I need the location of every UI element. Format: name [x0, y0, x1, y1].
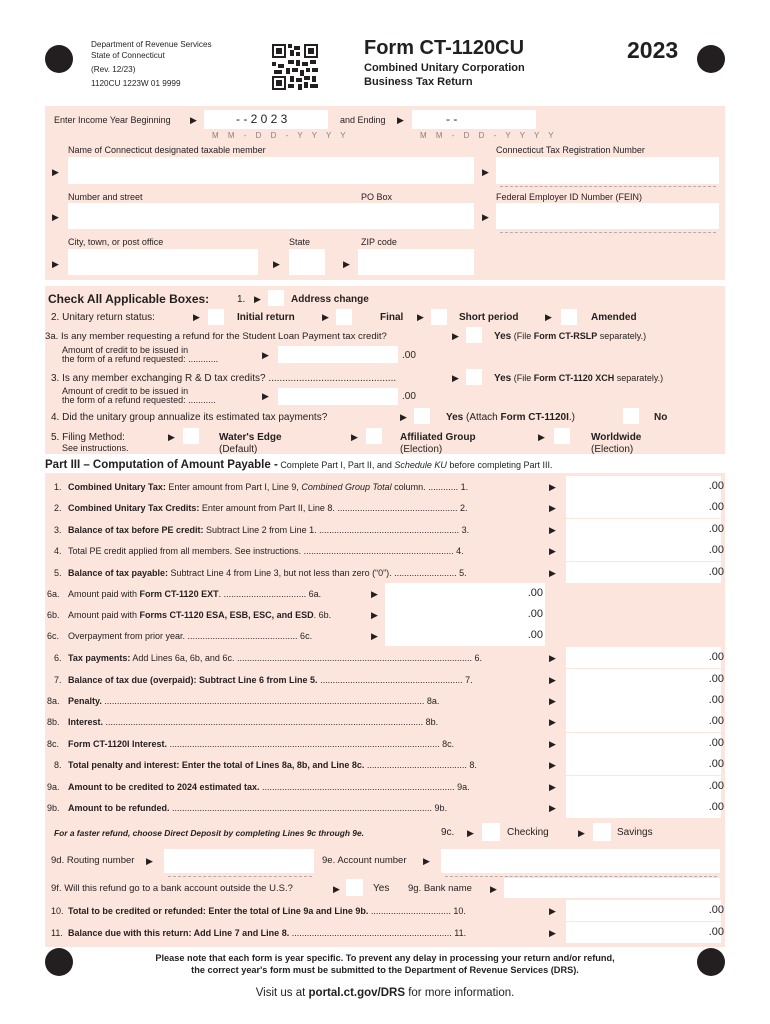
rd-credit-cents: .00: [402, 391, 416, 402]
line-label-bold: Combined Unitary Tax Credits:: [68, 503, 200, 513]
line-label-text: ................................ 10.: [368, 906, 466, 916]
line-cents: .00: [708, 673, 724, 685]
line-label-bold: Balance due with this return: Add Line 7 and Line 8.: [68, 928, 290, 938]
line-label-post: . ................................. 6a.: [218, 589, 322, 599]
waters-edge-label: Water's Edge: [219, 432, 282, 443]
fein-input[interactable]: [496, 203, 719, 229]
amended-checkbox[interactable]: [561, 309, 577, 325]
footer-visit-pre: Visit us at: [255, 987, 309, 999]
footer-note-1: Please note that each form is year specific. To prevent any delay in processing your return and/or refund,: [155, 953, 615, 963]
line-cents: .00: [708, 737, 724, 749]
line3-note-pre: (File: [513, 373, 534, 383]
checking-checkbox[interactable]: [482, 823, 500, 841]
footer-visit-post: for more information.: [405, 987, 515, 999]
arrow-icon: ▶: [52, 259, 59, 269]
line-cents: .00: [708, 501, 724, 513]
line-number: 1.: [54, 482, 62, 492]
line-cents: .00: [527, 629, 543, 641]
arrow-icon: ▶: [262, 350, 269, 360]
line-label-text: Subtract Line 4 from Line 3, but not less than zero (“0”). ......................... 5.: [168, 568, 467, 578]
worldwide-label: Worldwide: [591, 432, 642, 443]
line-label: [68, 610, 331, 620]
short-period-checkbox[interactable]: [431, 309, 447, 325]
part3-heading-title: Part III – Computation of Amount Payable -: [45, 459, 278, 471]
line5-sub: See instructions.: [62, 443, 129, 453]
foreign-account-yes-label: Yes: [373, 883, 390, 894]
footer-visit-link[interactable]: portal.ct.gov/DRS: [308, 987, 406, 999]
affiliated-group-label: Affiliated Group: [400, 432, 476, 443]
line-label: [68, 760, 477, 770]
line4-no: No: [654, 412, 668, 423]
line-label-text: Subtract Line 2 from Line 1. ........................................................ 3.: [203, 525, 470, 535]
line-cents: .00: [708, 904, 724, 916]
city-input[interactable]: [68, 249, 258, 275]
line-label: [68, 803, 447, 813]
arrow-icon: ▶: [482, 167, 489, 177]
registration-mark-top-right: [697, 45, 725, 73]
line5-label: 5. Filing Method:: [51, 432, 125, 443]
arrow-icon: ▶: [371, 589, 378, 599]
arrow-icon: ▶: [343, 259, 350, 269]
line3a-note-form: Form CT-RSLP: [533, 331, 598, 341]
line-label: [68, 482, 468, 492]
line-label-bold: Penalty.: [68, 696, 102, 706]
line-cents: .00: [708, 544, 724, 556]
slp-credit-cents: .00: [402, 350, 416, 361]
arrow-icon: ▶: [273, 259, 280, 269]
address-change-checkbox[interactable]: [268, 290, 284, 306]
line-label-text: Add Lines 6a, 6b, and 6c. .............................................................................................. 6.: [130, 653, 482, 663]
line-number: 5.: [54, 568, 62, 578]
line-cents: .00: [708, 715, 724, 727]
final-checkbox[interactable]: [336, 309, 352, 325]
arrow-icon: ▶: [549, 653, 556, 663]
bank-name-label: 9g. Bank name: [408, 883, 472, 894]
savings-label: Savings: [617, 827, 653, 838]
line-label-pre: Amount paid with: [68, 589, 140, 599]
line-cents: .00: [708, 694, 724, 706]
line-cents: .00: [708, 523, 724, 535]
arrow-icon: ▶: [578, 828, 585, 838]
line3-yes-text: [494, 373, 663, 384]
line-number: 9a.: [47, 782, 60, 792]
foreign-account-label: 9f. Will this refund go to a bank account outside the U.S.?: [51, 883, 293, 894]
line-label: [68, 631, 312, 641]
line-label-bold: Form CT-1120I Interest.: [68, 739, 168, 749]
arrow-icon: ▶: [262, 391, 269, 401]
line-number: 8b.: [47, 717, 60, 727]
header-rev: (Rev. 12/23): [91, 65, 136, 74]
amended-label: Amended: [591, 312, 637, 323]
arrow-icon: ▶: [490, 884, 497, 894]
line-cents: .00: [708, 566, 724, 578]
line-number: 3.: [54, 525, 62, 535]
routing-digit-guide: [168, 876, 312, 877]
line-label-bold: Tax payments:: [68, 653, 131, 663]
credit-amount-label-1: Amount of credit to be issued in: [62, 345, 189, 355]
line-label-bold: Balance of tax due (overpaid): Subtract Line 6 from Line 5.: [68, 675, 318, 685]
income-year-begin-label: Enter Income Year Beginning: [54, 115, 171, 125]
ct-reg-digit-guide: [500, 186, 716, 187]
line-label: [68, 739, 454, 749]
ct-reg-input[interactable]: [496, 157, 719, 184]
line-number: 6.: [54, 653, 62, 663]
arrow-icon: ▶: [146, 856, 153, 866]
rd-credit-amount-label-1: Amount of credit to be issued in: [62, 386, 189, 396]
line2-label: 2. Unitary return status:: [51, 312, 155, 323]
check-item1-num: 1.: [237, 294, 246, 305]
check-heading: Check All Applicable Boxes:: [48, 292, 210, 306]
line-number: 6c.: [47, 631, 60, 641]
line3-note-form: Form CT-1120 XCH: [533, 373, 615, 383]
line-label-text: Enter amount from Part II, Line 8. ................................................ 2.: [199, 503, 468, 513]
arrow-icon: ▶: [190, 115, 197, 125]
state-input[interactable]: [289, 249, 325, 275]
line-label-pre: Overpayment from prior year. ............................................ 6c.: [68, 631, 313, 641]
line-number: 2.: [54, 503, 62, 513]
line-number: 8.: [54, 760, 62, 770]
rd-credit-amount-label-2: the form of a refund requested: ...........: [62, 395, 216, 405]
line3-label: 3. Is any member exchanging R & D tax credits? ..............................................: [51, 373, 397, 384]
registration-mark-top-left: [45, 45, 73, 73]
income-year-end-input[interactable]: [412, 110, 536, 129]
line4-note-post: .): [568, 412, 575, 423]
part3-heading-note-post: before completing Part III.: [446, 460, 553, 470]
arrow-icon: ▶: [254, 294, 261, 304]
line-label-text: ............................................................................................................ 8c.: [167, 739, 455, 749]
name-input[interactable]: [68, 157, 474, 184]
line3a-note-post: separately.): [597, 331, 647, 341]
street-input[interactable]: [68, 203, 474, 229]
foreign-account-yes-checkbox[interactable]: [346, 879, 363, 896]
waters-edge-checkbox[interactable]: [183, 428, 199, 444]
initial-return-checkbox[interactable]: [208, 309, 224, 325]
worldwide-sub: (Election): [591, 444, 634, 455]
arrow-icon: ▶: [52, 212, 59, 222]
line4-yes-text: [446, 412, 575, 423]
arrow-icon: ▶: [549, 717, 556, 727]
line-label-text: ........................................ 8.: [364, 760, 477, 770]
form-subtitle-1: Combined Unitary Corporation: [364, 62, 525, 74]
line-label-text: ............................................................................................................................... 8b.: [103, 717, 439, 727]
arrow-icon: ▶: [545, 312, 552, 322]
line-label-text: ................................................................ 11.: [289, 928, 467, 938]
arrow-icon: ▶: [452, 331, 459, 341]
line-label-bold: Combined Unitary Tax:: [68, 482, 166, 492]
line4-label: 4. Did the unitary group annualize its estimated tax payments?: [51, 412, 328, 423]
line-label-bold: Balance of tax before PE credit:: [68, 525, 204, 535]
credit-amount-label-2: the form of a refund requested: ............: [62, 354, 219, 364]
income-year-begin-value: - - 2 0 2 3: [236, 112, 288, 126]
arrow-icon: ▶: [193, 312, 200, 322]
bank-name-input[interactable]: [504, 878, 720, 898]
end-date-hint: M M - D D - Y Y Y Y: [420, 131, 558, 140]
account-digit-guide: [445, 876, 717, 877]
routing-number-input[interactable]: [164, 849, 314, 873]
line-cents: .00: [708, 758, 724, 770]
line-label: [68, 653, 482, 663]
affiliated-group-sub: (Election): [400, 444, 443, 455]
arrow-icon: ▶: [400, 412, 407, 422]
line-label-bold: Amount to be credited to 2024 estimated tax.: [68, 782, 260, 792]
line-label: [68, 696, 439, 706]
part3-heading-note-sched: Schedule KU: [394, 460, 447, 470]
line-label: [68, 782, 470, 792]
line3a-label: 3a. Is any member requesting a refund for the Student Loan Payment tax credit?: [45, 331, 387, 342]
account-number-input[interactable]: [441, 849, 720, 873]
arrow-icon: ▶: [549, 525, 556, 535]
line-cents: .00: [527, 587, 543, 599]
line4-yes-checkbox[interactable]: [414, 408, 430, 424]
line3a-note-pre: (File: [513, 331, 534, 341]
line-cents: .00: [708, 801, 724, 813]
arrow-icon: ▶: [538, 432, 545, 442]
part3-heading-note-pre: Complete Part I, Part II, and: [280, 460, 395, 470]
final-label: Final: [380, 312, 404, 323]
checking-label: Checking: [507, 827, 549, 838]
line-label: [68, 503, 467, 513]
arrow-icon: ▶: [351, 432, 358, 442]
line-label-bold: Form CT-1120 EXT: [139, 589, 219, 599]
arrow-icon: ▶: [322, 312, 329, 322]
street-label: Number and street: [68, 192, 143, 202]
part3-heading: [45, 459, 552, 471]
arrow-icon: ▶: [549, 696, 556, 706]
qr-code: [272, 44, 318, 90]
line3a-yes-text: [494, 331, 646, 342]
line4-note-form: Form CT-1120I: [500, 412, 569, 423]
line-label: [68, 568, 467, 578]
zip-input[interactable]: [358, 249, 474, 275]
name-label: Name of Connecticut designated taxable member: [68, 145, 266, 155]
line-label-bold: Total penalty and interest: Enter the total of Lines 8a, 8b, and Line 8c.: [68, 760, 365, 770]
arrow-icon: ▶: [549, 739, 556, 749]
line-label-text: ........................................................................................................ 9b.: [169, 803, 448, 813]
arrow-icon: ▶: [417, 312, 424, 322]
account-number-label: 9e. Account number: [322, 855, 407, 866]
line3a-yes: Yes: [494, 331, 512, 342]
state-label: State: [289, 237, 311, 247]
footer-visit: [0, 987, 770, 999]
fein-label: Federal Employer ID Number (FEIN): [496, 192, 643, 202]
slp-credit-amount-input[interactable]: [278, 346, 398, 363]
arrow-icon: ▶: [549, 803, 556, 813]
form-subtitle-2: Business Tax Return: [364, 76, 473, 88]
header-dept: Department of Revenue Services: [91, 40, 212, 49]
savings-checkbox[interactable]: [593, 823, 611, 841]
line-number: 6b.: [47, 610, 60, 620]
waters-edge-sub: (Default): [219, 444, 258, 455]
income-year-end-label: and Ending: [340, 115, 386, 125]
header-state: State of Connecticut: [91, 51, 165, 60]
line-label-bold: Amount to be refunded.: [68, 803, 170, 813]
arrow-icon: ▶: [549, 675, 556, 685]
arrow-icon: ▶: [423, 856, 430, 866]
arrow-icon: ▶: [482, 212, 489, 222]
line-number: 11.: [51, 928, 63, 938]
arrow-icon: ▶: [333, 884, 340, 894]
arrow-icon: ▶: [549, 568, 556, 578]
arrow-icon: ▶: [371, 631, 378, 641]
direct-deposit-note: For a faster refund, choose Direct Deposit by completing Lines 9c through 9e.: [54, 828, 364, 838]
line-number: 7.: [54, 675, 62, 685]
short-period-label: Short period: [459, 312, 519, 323]
worldwide-checkbox[interactable]: [554, 428, 570, 444]
city-label: City, town, or post office: [68, 237, 164, 247]
arrow-icon: ▶: [549, 760, 556, 770]
arrow-icon: ▶: [467, 828, 474, 838]
line3-note-post: separately.): [614, 373, 664, 383]
line3-yes: Yes: [494, 373, 512, 384]
line-number: 8c.: [47, 739, 60, 749]
footer-note-2: the correct year's form must be submitted to the Department of Revenue Services (DRS).: [191, 965, 579, 975]
line-label: [68, 717, 438, 727]
line4-yes: Yes: [446, 412, 464, 423]
rd-credit-amount-input[interactable]: [278, 388, 398, 405]
initial-return-label: Initial return: [237, 312, 295, 323]
line-label: [68, 906, 466, 916]
line-cents: .00: [708, 780, 724, 792]
arrow-icon: ▶: [549, 546, 556, 556]
arrow-icon: ▶: [397, 115, 404, 125]
line-label: [68, 546, 464, 556]
arrow-icon: ▶: [549, 503, 556, 513]
zip-label: ZIP code: [361, 237, 397, 247]
arrow-icon: ▶: [549, 482, 556, 492]
arrow-icon: ▶: [549, 928, 556, 938]
line-number: 6a.: [47, 589, 60, 599]
arrow-icon: ▶: [52, 167, 59, 177]
line-number: 9b.: [47, 803, 60, 813]
arrow-icon: ▶: [549, 782, 556, 792]
arrow-icon: ▶: [168, 432, 175, 442]
fein-digit-guide: [500, 232, 716, 233]
line-label: [68, 589, 321, 599]
line-number: 10.: [51, 906, 64, 916]
line-label-text: Enter amount from Part I, Line 9,: [165, 482, 302, 492]
line-label-text: ............................................................................. 9a.: [259, 782, 470, 792]
line-label-tail: column. ............ 1.: [391, 482, 469, 492]
line-label-italic: Combined Group Total: [301, 482, 392, 492]
income-year-end-value: - -: [446, 112, 458, 126]
line-label: [68, 928, 466, 938]
line-9c-label: 9c.: [441, 827, 455, 838]
begin-date-hint: M M - D D - Y Y Y Y: [212, 131, 350, 140]
line-label-post: . 6b.: [313, 610, 332, 620]
line-label-text: ................................................................................................................................ 8a.: [101, 696, 440, 706]
arrow-icon: ▶: [549, 906, 556, 916]
line-label-text: ......................................................... 7.: [317, 675, 473, 685]
line-label-pre: Amount paid with: [68, 610, 140, 620]
ct-reg-label: Connecticut Tax Registration Number: [496, 145, 645, 155]
line-label-bold: Total to be credited or refunded: Enter the total of Line 9a and Line 9b.: [68, 906, 369, 916]
line-label-bold: Forms CT-1120 ESA, ESB, ESC, and ESD: [139, 610, 314, 620]
line3a-yes-checkbox[interactable]: [466, 327, 482, 343]
pobox-label: PO Box: [361, 192, 393, 202]
line-label-bold: Balance of tax payable:: [68, 568, 169, 578]
line4-note-pre: (Attach: [466, 412, 501, 423]
line-cents: .00: [708, 480, 724, 492]
line-cents: .00: [708, 651, 724, 663]
affiliated-group-checkbox[interactable]: [366, 428, 382, 444]
line-label-text: Total PE credit applied from all members. See instructions. ............................................................ 4.: [68, 546, 464, 556]
form-year: 2023: [627, 37, 679, 63]
arrow-icon: ▶: [452, 373, 459, 383]
line-label: [68, 675, 473, 685]
header-code: 1120CU 1223W 01 9999: [91, 79, 181, 88]
line-number: 4.: [54, 546, 62, 556]
line-cents: .00: [527, 608, 543, 620]
line-number: 8a.: [47, 696, 60, 706]
line3-yes-checkbox[interactable]: [466, 369, 482, 385]
line-label-bold: Interest.: [68, 717, 104, 727]
address-change-label: Address change: [291, 294, 369, 305]
line-cents: .00: [708, 926, 724, 938]
routing-number-label: 9d. Routing number: [51, 855, 135, 866]
arrow-icon: ▶: [371, 610, 378, 620]
line-label: [68, 525, 469, 535]
line4-no-checkbox[interactable]: [623, 408, 639, 424]
form-title: Form CT-1120CU: [364, 37, 525, 59]
